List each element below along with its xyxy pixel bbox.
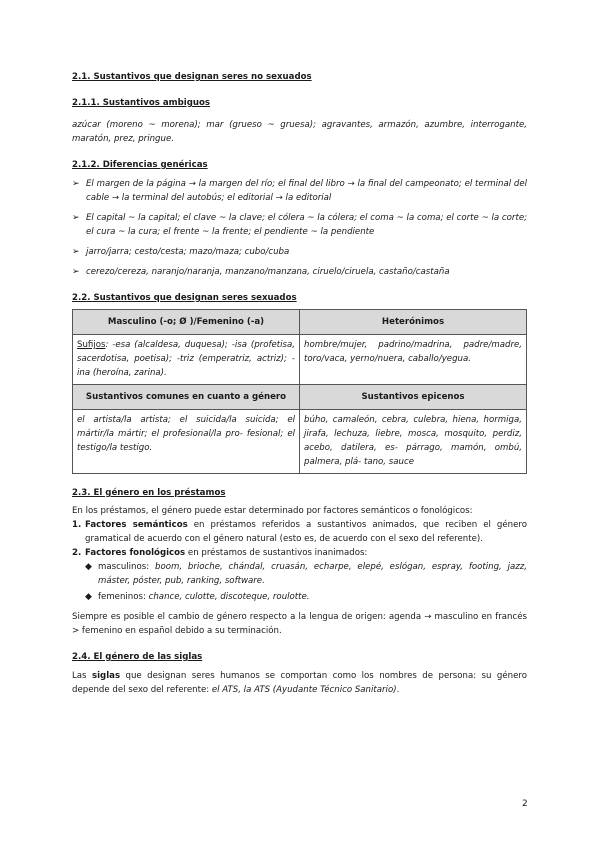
diamond-bullet-icon: ◆: [85, 592, 92, 602]
heading-2-2: 2.2. Sustantivos que designan seres sexuados: [72, 293, 297, 303]
masculine-examples: boom, brioche, chándal, cruasán, echarpe, elepé, eslógan, espray, footing, jazz, máster, póster, pub, ranking, software.: [98, 562, 527, 586]
acronyms-text-a: Las: [72, 671, 92, 681]
list-item: [72, 245, 527, 259]
heading-2-1: 2.1. Sustantivos que designan seres no sexuados: [72, 72, 312, 82]
gender-table: [72, 309, 527, 474]
suffixes-label: Sufijos: [77, 340, 106, 350]
feminine-examples: chance, culotte, discoteque, roulotte.: [148, 592, 310, 602]
list-item: [72, 177, 527, 205]
table-header-heteronyms: Heterónimos: [300, 310, 527, 335]
list-item-text: El margen de la página → la margen del río; el final del libro → la final del campeonato; el terminal del cable → la terminal del autobús; el editorial → la editorial: [86, 179, 527, 203]
semantic-factors-label: Factores semánticos: [85, 520, 188, 530]
list-item-text: El capital ~ la capital; el clave ~ la clave; el cólera ~ la cólera; el coma ~ la coma; el corte ~ la corte; el cura ~ la cura; el frente ~ la frente; el pendiente ~ la pendiente: [86, 213, 527, 237]
list-item-text: jarro/jarra; cesto/cesta; mazo/maza; cubo/cuba: [86, 247, 290, 257]
page-number: 2: [522, 799, 528, 809]
masculine-loans: [85, 560, 527, 588]
list-item-text: cerezo/cereza, naranjo/naranja, manzano/manzana, ciruelo/ciruela, castaño/castaña: [86, 267, 450, 277]
suffixes-text: : -esa (alcaldesa, duquesa); -isa (profetisa, sacerdotisa, poetisa); -triz (emperatriz, actriz); -ina (heroína, zarina).: [77, 340, 295, 378]
table-header-common: Sustantivos comunes en cuanto a género: [73, 385, 300, 410]
document-body: [72, 70, 527, 697]
heading-2-1-1: 2.1.1. Sustantivos ambiguos: [72, 98, 210, 108]
loans-intro: En los préstamos, el género puede estar determinado por factores semánticos o fonológicos:: [72, 506, 473, 516]
acronyms-term: siglas: [91, 671, 121, 681]
phonological-factors-label: Factores fonológicos: [85, 548, 186, 558]
heading-2-3: 2.3. El género en los préstamos: [72, 488, 226, 498]
acronyms-text-c: que designan seres humanos se comportan como los nombres de persona: su género depende del sexo del referente:: [72, 671, 527, 695]
semantic-factors-text: en préstamos referidos a sustantivos animados, que reciben el género gramatical de acuerdo con el género natural (esto es, de acuerdo con el sexo del referente).: [85, 520, 527, 544]
list-item: [72, 211, 527, 239]
heading-2-1-2: 2.1.2. Diferencias genéricas: [72, 160, 208, 170]
ambiguous-nouns-text: azúcar (moreno ~ morena); mar (grueso ~ gruesa); agravantes, armazón, azumbre, interrogante, maratón, prez, pringue.: [72, 120, 527, 144]
arrow-bullet-icon: ➢: [72, 267, 80, 277]
arrow-bullet-icon: ➢: [72, 213, 80, 223]
diamond-bullet-icon: ◆: [85, 562, 92, 572]
table-cell-heteronyms: hombre/mujer, padrino/madrina, padre/madre, toro/vaca, yerno/nuera, caballo/yegua.: [300, 335, 527, 385]
acronyms-example: el ATS, la ATS (Ayudante Técnico Sanitario): [211, 685, 397, 695]
arrow-bullet-icon: ➢: [72, 179, 80, 189]
table-cell-epicene: búho, camaleón, cebra, culebra, hiena, hormiga, jirafa, lechuza, liebre, mosca, mosquito, perdiz, acebo, datilera, es- párrago, mamón, ombú, palmera, plá- tano, sauce: [300, 410, 527, 474]
item-number: 2.: [72, 548, 82, 558]
item-number: 1.: [72, 520, 82, 530]
table-header-masc-fem: Masculino (-o; Ø )/Femenino (-a): [73, 310, 300, 335]
table-cell-common: el artista/la artista; el suicida/la suicida; el mártir/la mártir; el profesional/la pro- fesional; el testigo/la testigo.: [73, 410, 300, 474]
masculine-label: masculinos:: [98, 562, 155, 572]
feminine-label: femeninos:: [98, 592, 149, 602]
feminine-loans: [85, 590, 527, 604]
numbered-item-semantic: [72, 518, 527, 546]
table-header-epicene: Sustantivos epicenos: [300, 385, 527, 410]
arrow-bullet-icon: ➢: [72, 247, 80, 257]
acronyms-text-e: .: [396, 685, 400, 695]
list-item: [72, 265, 527, 279]
phonological-factors-text: en préstamos de sustantivos inanimados:: [185, 548, 368, 558]
loans-closing: Siempre es posible el cambio de género respecto a la lengua de origen: agenda → masculino en francés > femenino en español debido a su terminación.: [72, 612, 527, 636]
numbered-item-phonological: [72, 546, 527, 560]
heading-2-4: 2.4. El género de las siglas: [72, 652, 203, 662]
table-cell-suffixes: [73, 335, 300, 385]
acronyms-paragraph: [72, 669, 527, 697]
